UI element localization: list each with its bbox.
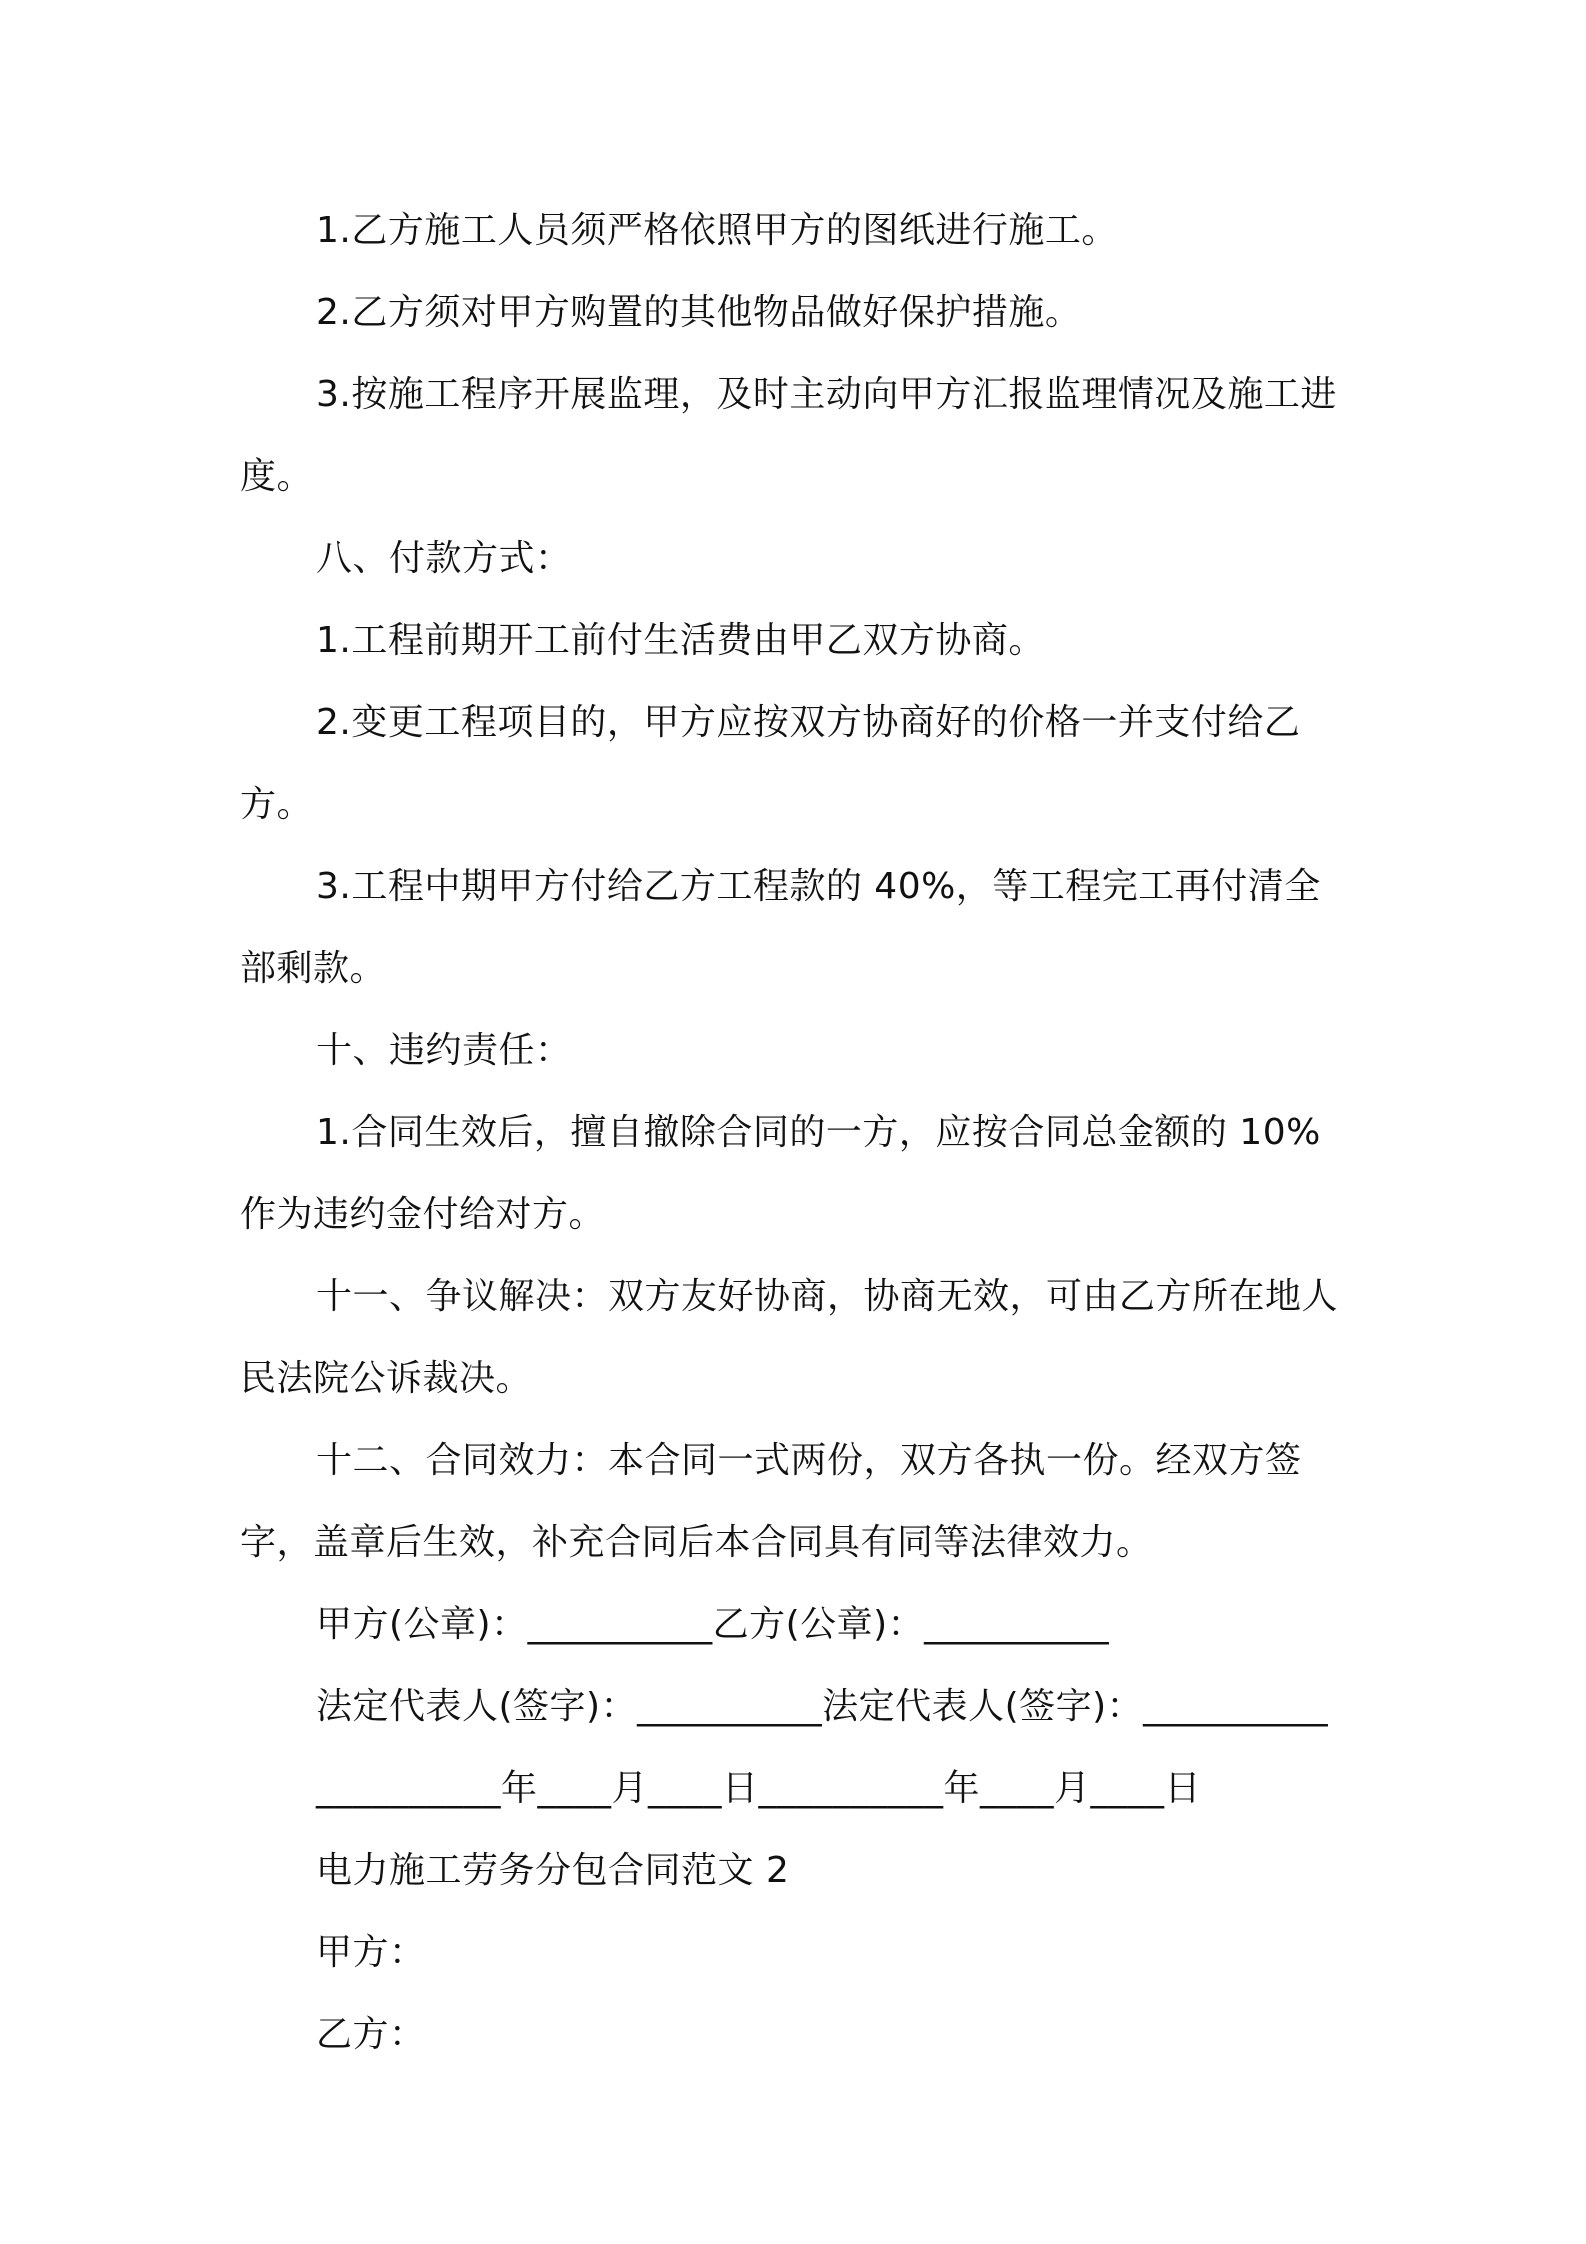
party-b-label: 乙方：: [316, 2014, 426, 2055]
clause-1: 1.乙方施工人员须严格依照甲方的图纸进行施工。: [316, 210, 1118, 251]
signature-line: 法定代表人(签字)：__________法定代表人(签字)：__________: [316, 1686, 1329, 1727]
section-10-heading: 十、违约责任：: [316, 1030, 572, 1071]
next-contract-title: 电力施工劳务分包合同范文 2: [316, 1850, 790, 1891]
seal-line: 甲方(公章)：__________乙方(公章)：__________: [316, 1604, 1110, 1645]
document-body: [240, 190, 1350, 2076]
contract-validity-clause: 十二、合同效力：本合同一式两份，双方各执一份。经双方签字，盖章后生效，补充合同后本合同具有同等法律效力。: [240, 1440, 1302, 1563]
clause-3: 3.按施工程序开展监理，及时主动向甲方汇报监理情况及施工进度。: [240, 374, 1337, 497]
dispute-resolution-clause: 十一、争议解决：双方友好协商，协商无效，可由乙方所在地人民法院公诉裁决。: [240, 1276, 1339, 1399]
breach-clause-1: 1.合同生效后，擅自撤除合同的一方，应按合同总金额的 10%作为违约金付给对方。: [240, 1112, 1321, 1235]
date-line: __________年____月____日__________年____月____日: [316, 1768, 1201, 1809]
payment-clause-3: 3.工程中期甲方付给乙方工程款的 40%，等工程完工再付清全部剩款。: [240, 866, 1321, 989]
payment-clause-1: 1.工程前期开工前付生活费由甲乙双方协商。: [316, 620, 1045, 661]
section-8-heading: 八、付款方式：: [316, 538, 572, 579]
payment-clause-2: 2.变更工程项目的，甲方应按双方协商好的价格一并支付给乙方。: [240, 702, 1301, 825]
clause-2: 2.乙方须对甲方购置的其他物品做好保护措施。: [316, 292, 1082, 333]
party-a-label: 甲方：: [316, 1932, 426, 1973]
